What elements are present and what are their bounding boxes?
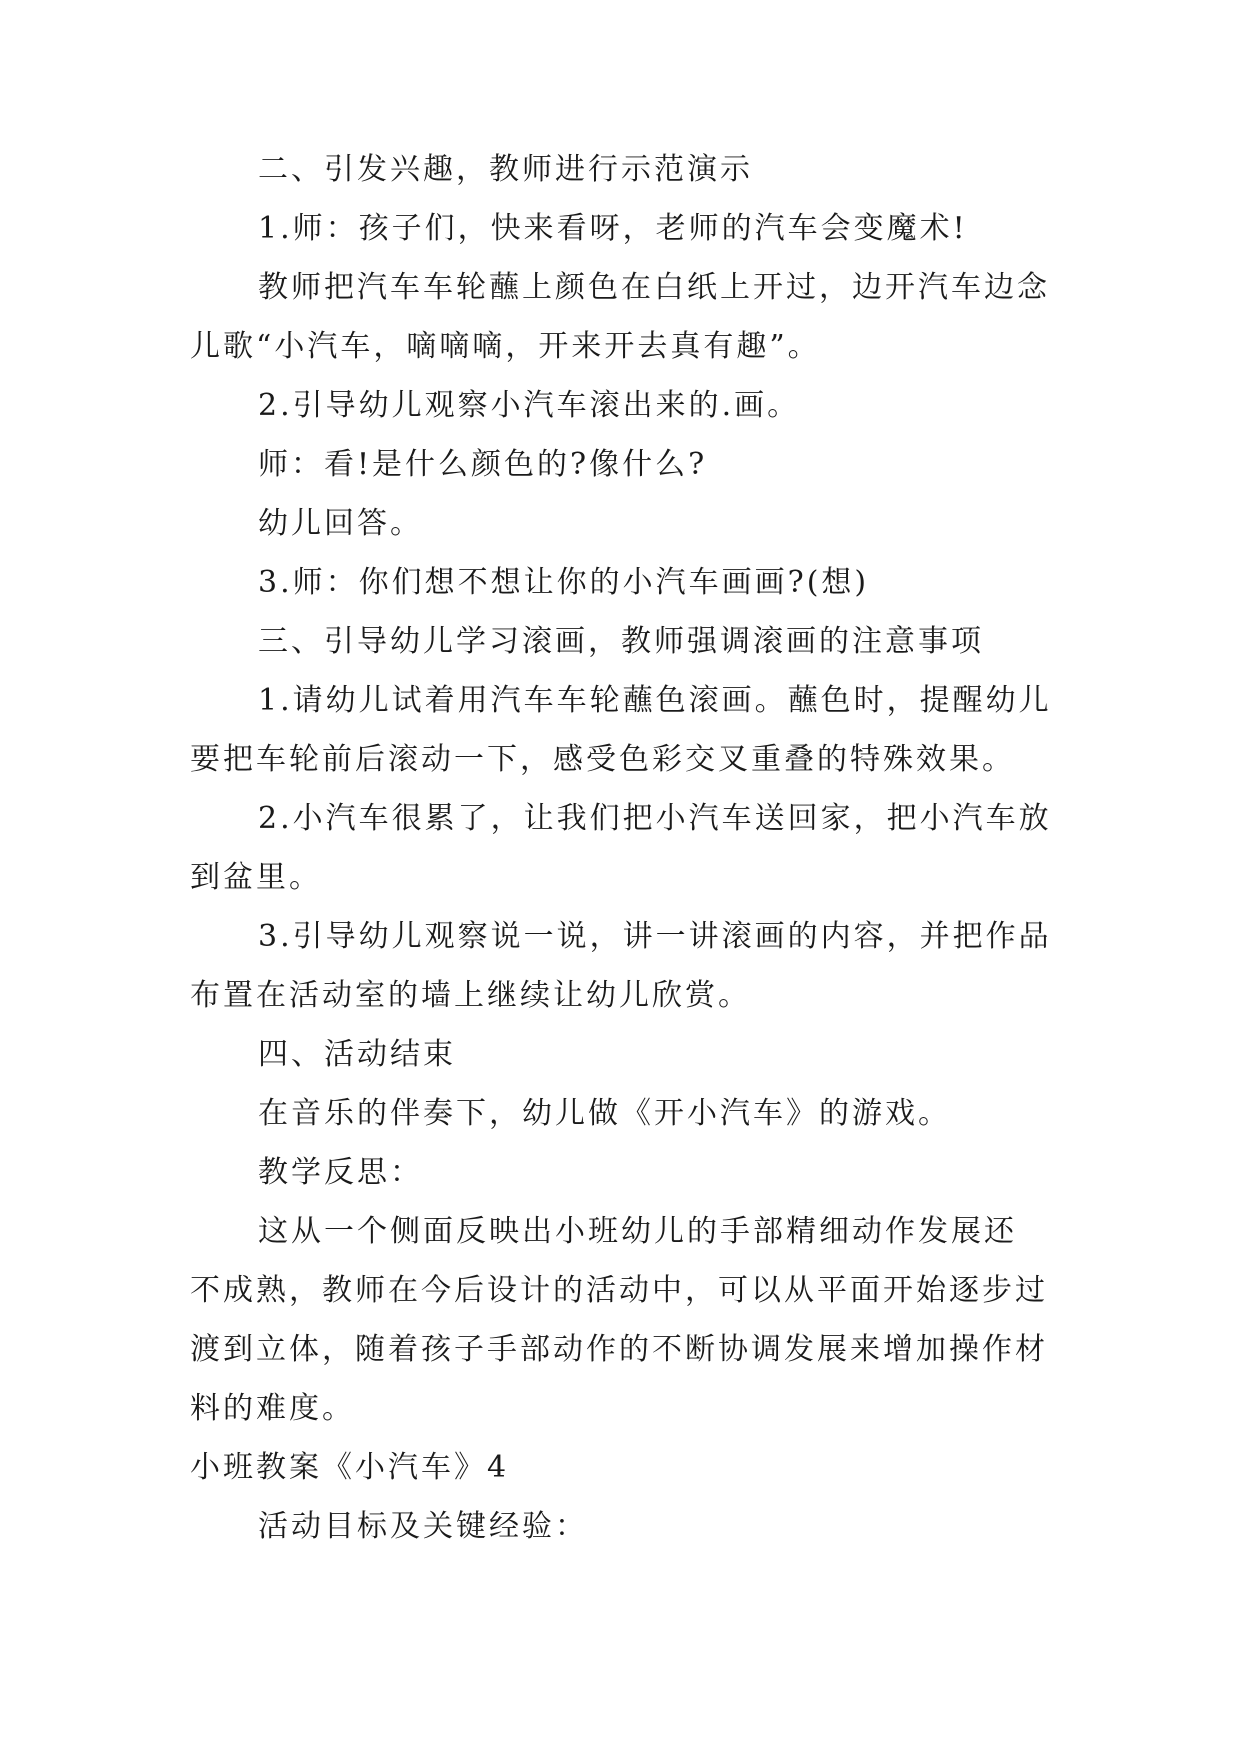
paragraph-line: 幼儿回答。 (258, 506, 423, 541)
paragraph-line: 教师把汽车车轮蘸上颜色在白纸上开过，边开汽车边念 (258, 270, 1050, 305)
paragraph-line: 3.引导幼儿观察说一说，讲一讲滚画的内容，并把作品 (258, 919, 1052, 954)
reflection-heading: 教学反思： (258, 1155, 423, 1190)
paragraph-line: 料的难度。 (190, 1391, 355, 1426)
paragraph-line: 不成熟，教师在今后设计的活动中，可以从平面开始逐步过 (190, 1273, 1048, 1308)
paragraph-line: 1.请幼儿试着用汽车车轮蘸色滚画。蘸色时，提醒幼儿 (258, 683, 1052, 718)
paragraph-line: 要把车轮前后滚动一下，感受色彩交叉重叠的特殊效果。 (190, 742, 1015, 777)
paragraph-line: 渡到立体，随着孩子手部动作的不断协调发展来增加操作材 (190, 1332, 1048, 1367)
paragraph-line: 2.引导幼儿观察小汽车滚出来的.画。 (258, 388, 801, 423)
section-heading-2: 二、引发兴趣，教师进行示范演示 (258, 152, 753, 187)
section-heading-3: 三、引导幼儿学习滚画，教师强调滚画的注意事项 (258, 624, 984, 659)
lesson-title: 小班教案《小汽车》4 (190, 1450, 510, 1485)
paragraph-line: 儿歌“小汽车，嘀嘀嘀，开来开去真有趣”。 (190, 329, 821, 364)
paragraph-line: 这从一个侧面反映出小班幼儿的手部精细动作发展还 (258, 1214, 1017, 1249)
paragraph-line: 布置在活动室的墙上继续让幼儿欣赏。 (190, 978, 751, 1013)
paragraph-line: 在音乐的伴奏下，幼儿做《开小汽车》的游戏。 (258, 1096, 951, 1131)
subsection-heading: 活动目标及关键经验： (258, 1509, 588, 1544)
paragraph-line: 师：看!是什么颜色的?像什么? (258, 447, 708, 482)
paragraph-line: 1.师：孩子们，快来看呀，老师的汽车会变魔术! (258, 211, 968, 246)
paragraph-line: 到盆里。 (190, 860, 322, 895)
paragraph-line: 3.师：你们想不想让你的小汽车画画?(想) (258, 565, 870, 600)
paragraph-line: 2.小汽车很累了，让我们把小汽车送回家，把小汽车放 (258, 801, 1052, 836)
section-heading-4: 四、活动结束 (258, 1037, 456, 1072)
